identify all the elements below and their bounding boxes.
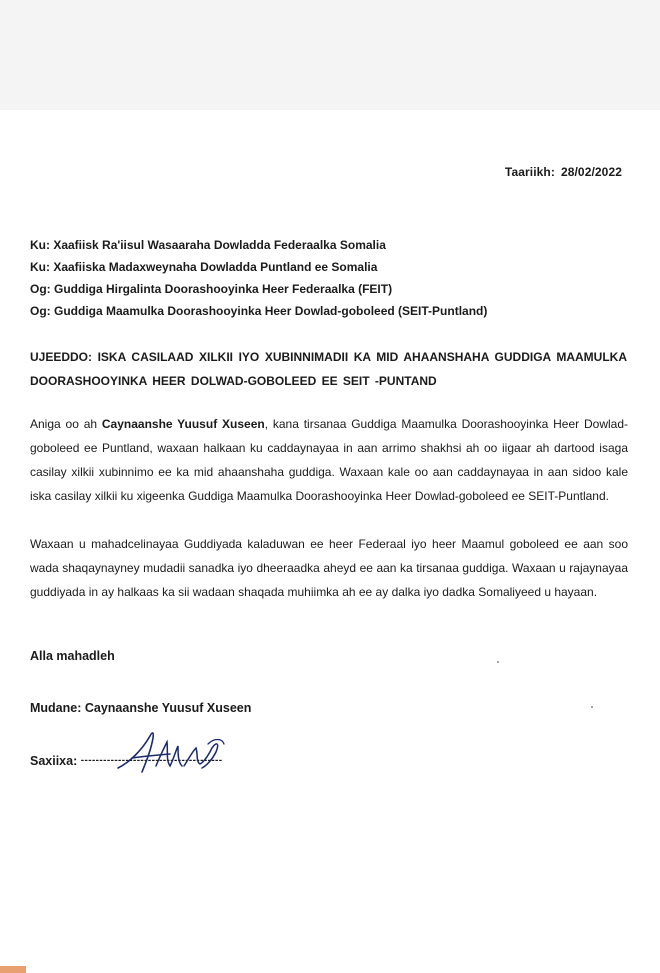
para1-rest: , kana tirsanaa Guddiga Maamulka Doorashooyinka Heer Dowlad-goboleed ee Puntland, waxaan halkaan ku caddaynayaa in aan arrimo shakhsi ah oo iigaar ah dartood isaga casilay xilkii xubinnimo ee ka mid ahaanshaha guddiga. Waxaan kale oo aan caddaynayaa in aan sidoo kale iska casilay xilkii ku xigeenka Guddiga Maamulka Doorashooyinka Heer Dowlad-goboleed ee SEIT-Puntland.: [30, 417, 628, 503]
addressee-line: Ku: Xaafiiska Madaxweynaha Dowladda Puntland ee Somalia: [30, 260, 378, 274]
scan-speck: [497, 661, 499, 663]
closing-line: Alla mahadleh: [30, 649, 115, 663]
addressee-line: Og: Guddiga Hirgalinta Doorashooyinka Heer Federaalka (FEIT): [30, 282, 393, 296]
edge-mark: [0, 966, 26, 973]
top-blank-band: [0, 0, 660, 110]
addressee-line: Ku: Xaafiisk Ra'iisul Wasaaraha Dowladda Federaalka Somalia: [30, 238, 386, 252]
body-paragraph-2: Waxaan u mahadcelinayaa Guddiyada kaladuwan ee heer Federaal iyo heer Maamul goboleed ee aan soo wada shaqaynayney mudadii sanadka iyo dheeraadka aheyd ee aan ka tirsanaa guddiga. Waxaan u rajaynayaa guddiyada in ay halkaas ka sii wadaan shaqada muhiimka ah ee ay dalka iyo dadka Somaliyeed u hayaan.: [30, 537, 628, 599]
para1-intro: Aniga oo ah: [30, 417, 98, 431]
scan-speck: [591, 706, 593, 708]
signature-label: Saxiixa:: [30, 754, 78, 768]
date-value: 28/02/2022: [560, 165, 622, 179]
author-name: Caynaanshe Yuusuf Xuseen: [101, 417, 265, 431]
signature-dashes-left: -----------------: [80, 755, 145, 766]
date-label: Taariikh:: [504, 165, 555, 179]
signer-line: Mudane: Caynaanshe Yuusuf Xuseen: [30, 701, 252, 715]
addressee-line: Og: Guddiga Maamulka Doorashooyinka Heer Dowlad-goboleed (SEIT-Puntland): [30, 304, 488, 318]
signature-dashes-right: ---------------------: [144, 755, 223, 766]
addressee-block: [30, 234, 630, 322]
date-line: [505, 165, 622, 179]
subject-line: UJEEDDO: ISKA CASILAAD XILKII IYO XUBINNIMADII KA MID AHAANSHAHA GUDDIGA MAAMULKA DOORASHOOYINKA HEER DOLWAD-GOBOLEED EE SEIT -PUNTAND: [30, 350, 627, 388]
body-paragraph-1: [30, 412, 628, 508]
handwritten-signature: [112, 722, 232, 782]
